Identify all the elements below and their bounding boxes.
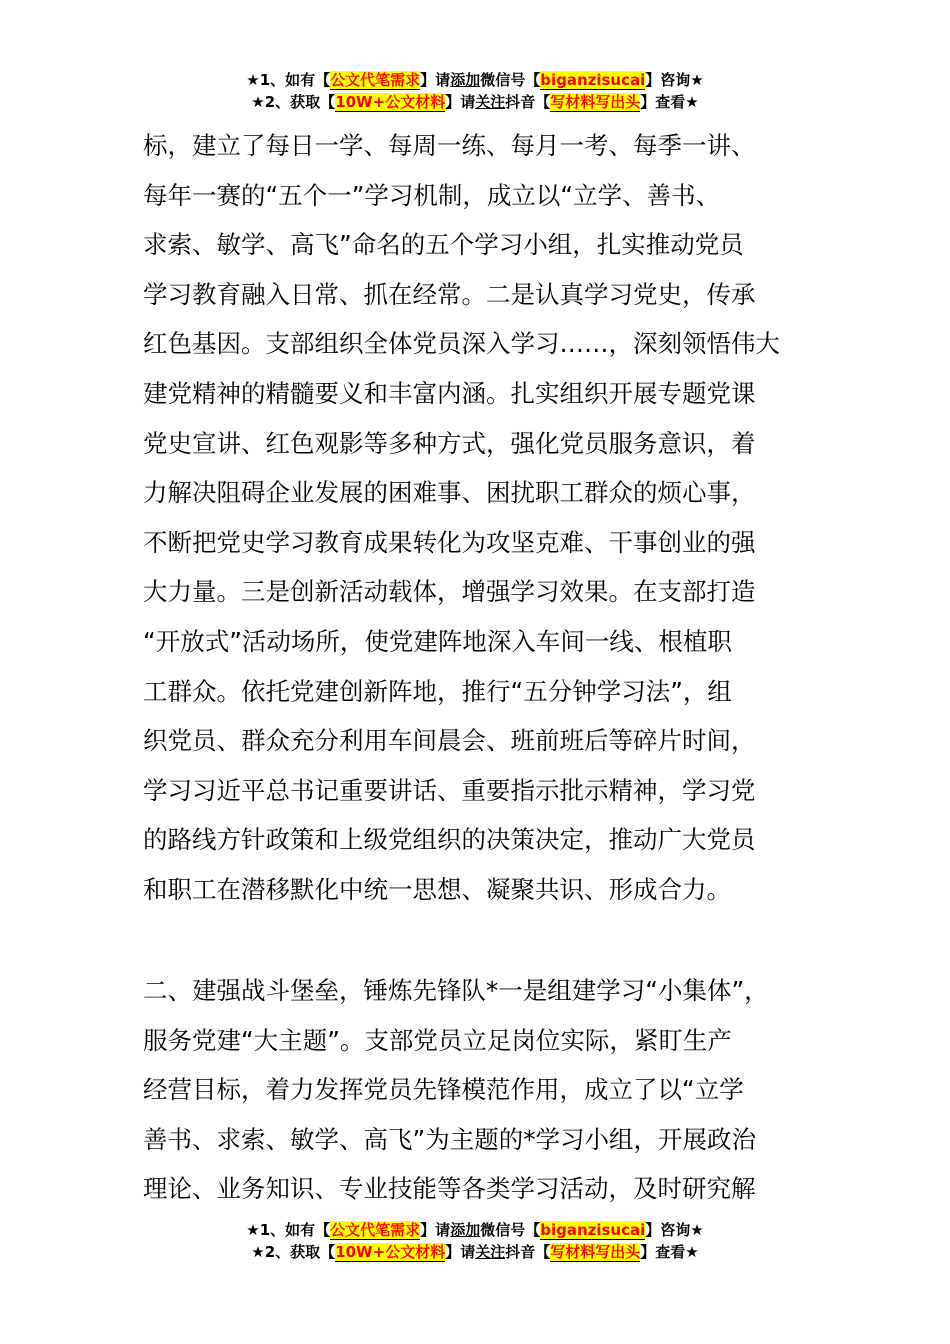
banner-line-1: ★1、如有【公文代笔需求】请添加微信号【biganzisucai】咨询★ bbox=[246, 71, 704, 89]
text-line: 的路线方针政策和上级党组织的决策决定，推动广大党员 bbox=[143, 825, 756, 855]
text-line: 求索、敏学、高飞”命名的五个学习小组，扎实推动党员 bbox=[143, 230, 744, 260]
text-line: 建党精神的精髓要义和丰富内涵。扎实组织开展专题党课 bbox=[143, 378, 756, 408]
text-line: 工群众。依托党建创新阵地，推行“五分钟学习法”，组 bbox=[143, 676, 732, 706]
service-highlight: 公文代笔需求 bbox=[330, 71, 421, 89]
text-line: 学习习近平总书记重要讲话、重要指示批示精神，学习党 bbox=[143, 775, 756, 805]
top-banner bbox=[0, 69, 950, 113]
banner-line-2: ★2、获取【10W+公文材料】请关注抖音【写材料写出头】查看★ bbox=[251, 93, 699, 111]
wechat-id[interactable]: biganzisucai bbox=[540, 1221, 646, 1239]
text-line: 理论、业务知识、专业技能等各类学习活动，及时研究解 bbox=[143, 1174, 756, 1204]
banner-line-2: ★2、获取【10W+公文材料】请关注抖音【写材料写出头】查看★ bbox=[251, 1243, 699, 1261]
materials-highlight: 10W+公文材料 bbox=[335, 1243, 446, 1261]
materials-highlight: 10W+公文材料 bbox=[335, 93, 446, 111]
text-line: 党史宣讲、红色观影等多种方式，强化党员服务意识，着 bbox=[143, 428, 756, 458]
text-line: 和职工在潜移默化中统一思想、凝聚共识、形成合力。 bbox=[143, 874, 731, 904]
text-line: 标，建立了每日一学、每周一练、每月一考、每季一讲、 bbox=[143, 131, 756, 160]
text-line: 织党员、群众充分利用车间晨会、班前班后等碎片时间， bbox=[143, 726, 756, 756]
text-line: 善书、求索、敏学、高飞”为主题的*学习小组，开展政治 bbox=[143, 1124, 756, 1154]
service-highlight: 公文代笔需求 bbox=[330, 1221, 421, 1239]
section-heading-line: 二、建强战斗堡垒，锤炼先锋队*一是组建学习“小集体”， bbox=[143, 976, 769, 1005]
text-line: 每年一赛的“五个一”学习机制，成立以“立学、善书、 bbox=[143, 180, 721, 210]
text-line: 力解决阻碍企业发展的困难事、困扰职工群众的烦心事， bbox=[143, 478, 756, 508]
douyin-account[interactable]: 写材料写出头 bbox=[550, 93, 641, 111]
text-line: “开放式”活动场所，使党建阵地深入车间一线、根植职 bbox=[143, 626, 732, 656]
text-line: 红色基因。支部组织全体党员深入学习……，深刻领悟伟大 bbox=[143, 329, 780, 359]
text-line: 服务党建“大主题”。支部党员立足岗位实际，紧盯生产 bbox=[143, 1025, 732, 1055]
douyin-account[interactable]: 写材料写出头 bbox=[550, 1243, 641, 1261]
text-line: 经营目标，着力发挥党员先锋模范作用，成立了以“立学 bbox=[143, 1075, 744, 1105]
bottom-banner bbox=[0, 1219, 950, 1263]
banner-line-1: ★1、如有【公文代笔需求】请添加微信号【biganzisucai】咨询★ bbox=[246, 1221, 704, 1239]
body-paragraph-2 bbox=[143, 966, 815, 1214]
text-line: 大力量。三是创新活动载体，增强学习效果。在支部打造 bbox=[143, 577, 756, 607]
text-line: 学习教育融入日常、抓在经常。二是认真学习党史，传承 bbox=[143, 279, 756, 309]
text-line: 不断把党史学习教育成果转化为攻坚克难、干事创业的强 bbox=[143, 527, 756, 557]
wechat-id[interactable]: biganzisucai bbox=[540, 71, 646, 89]
body-paragraph-1 bbox=[143, 121, 815, 915]
